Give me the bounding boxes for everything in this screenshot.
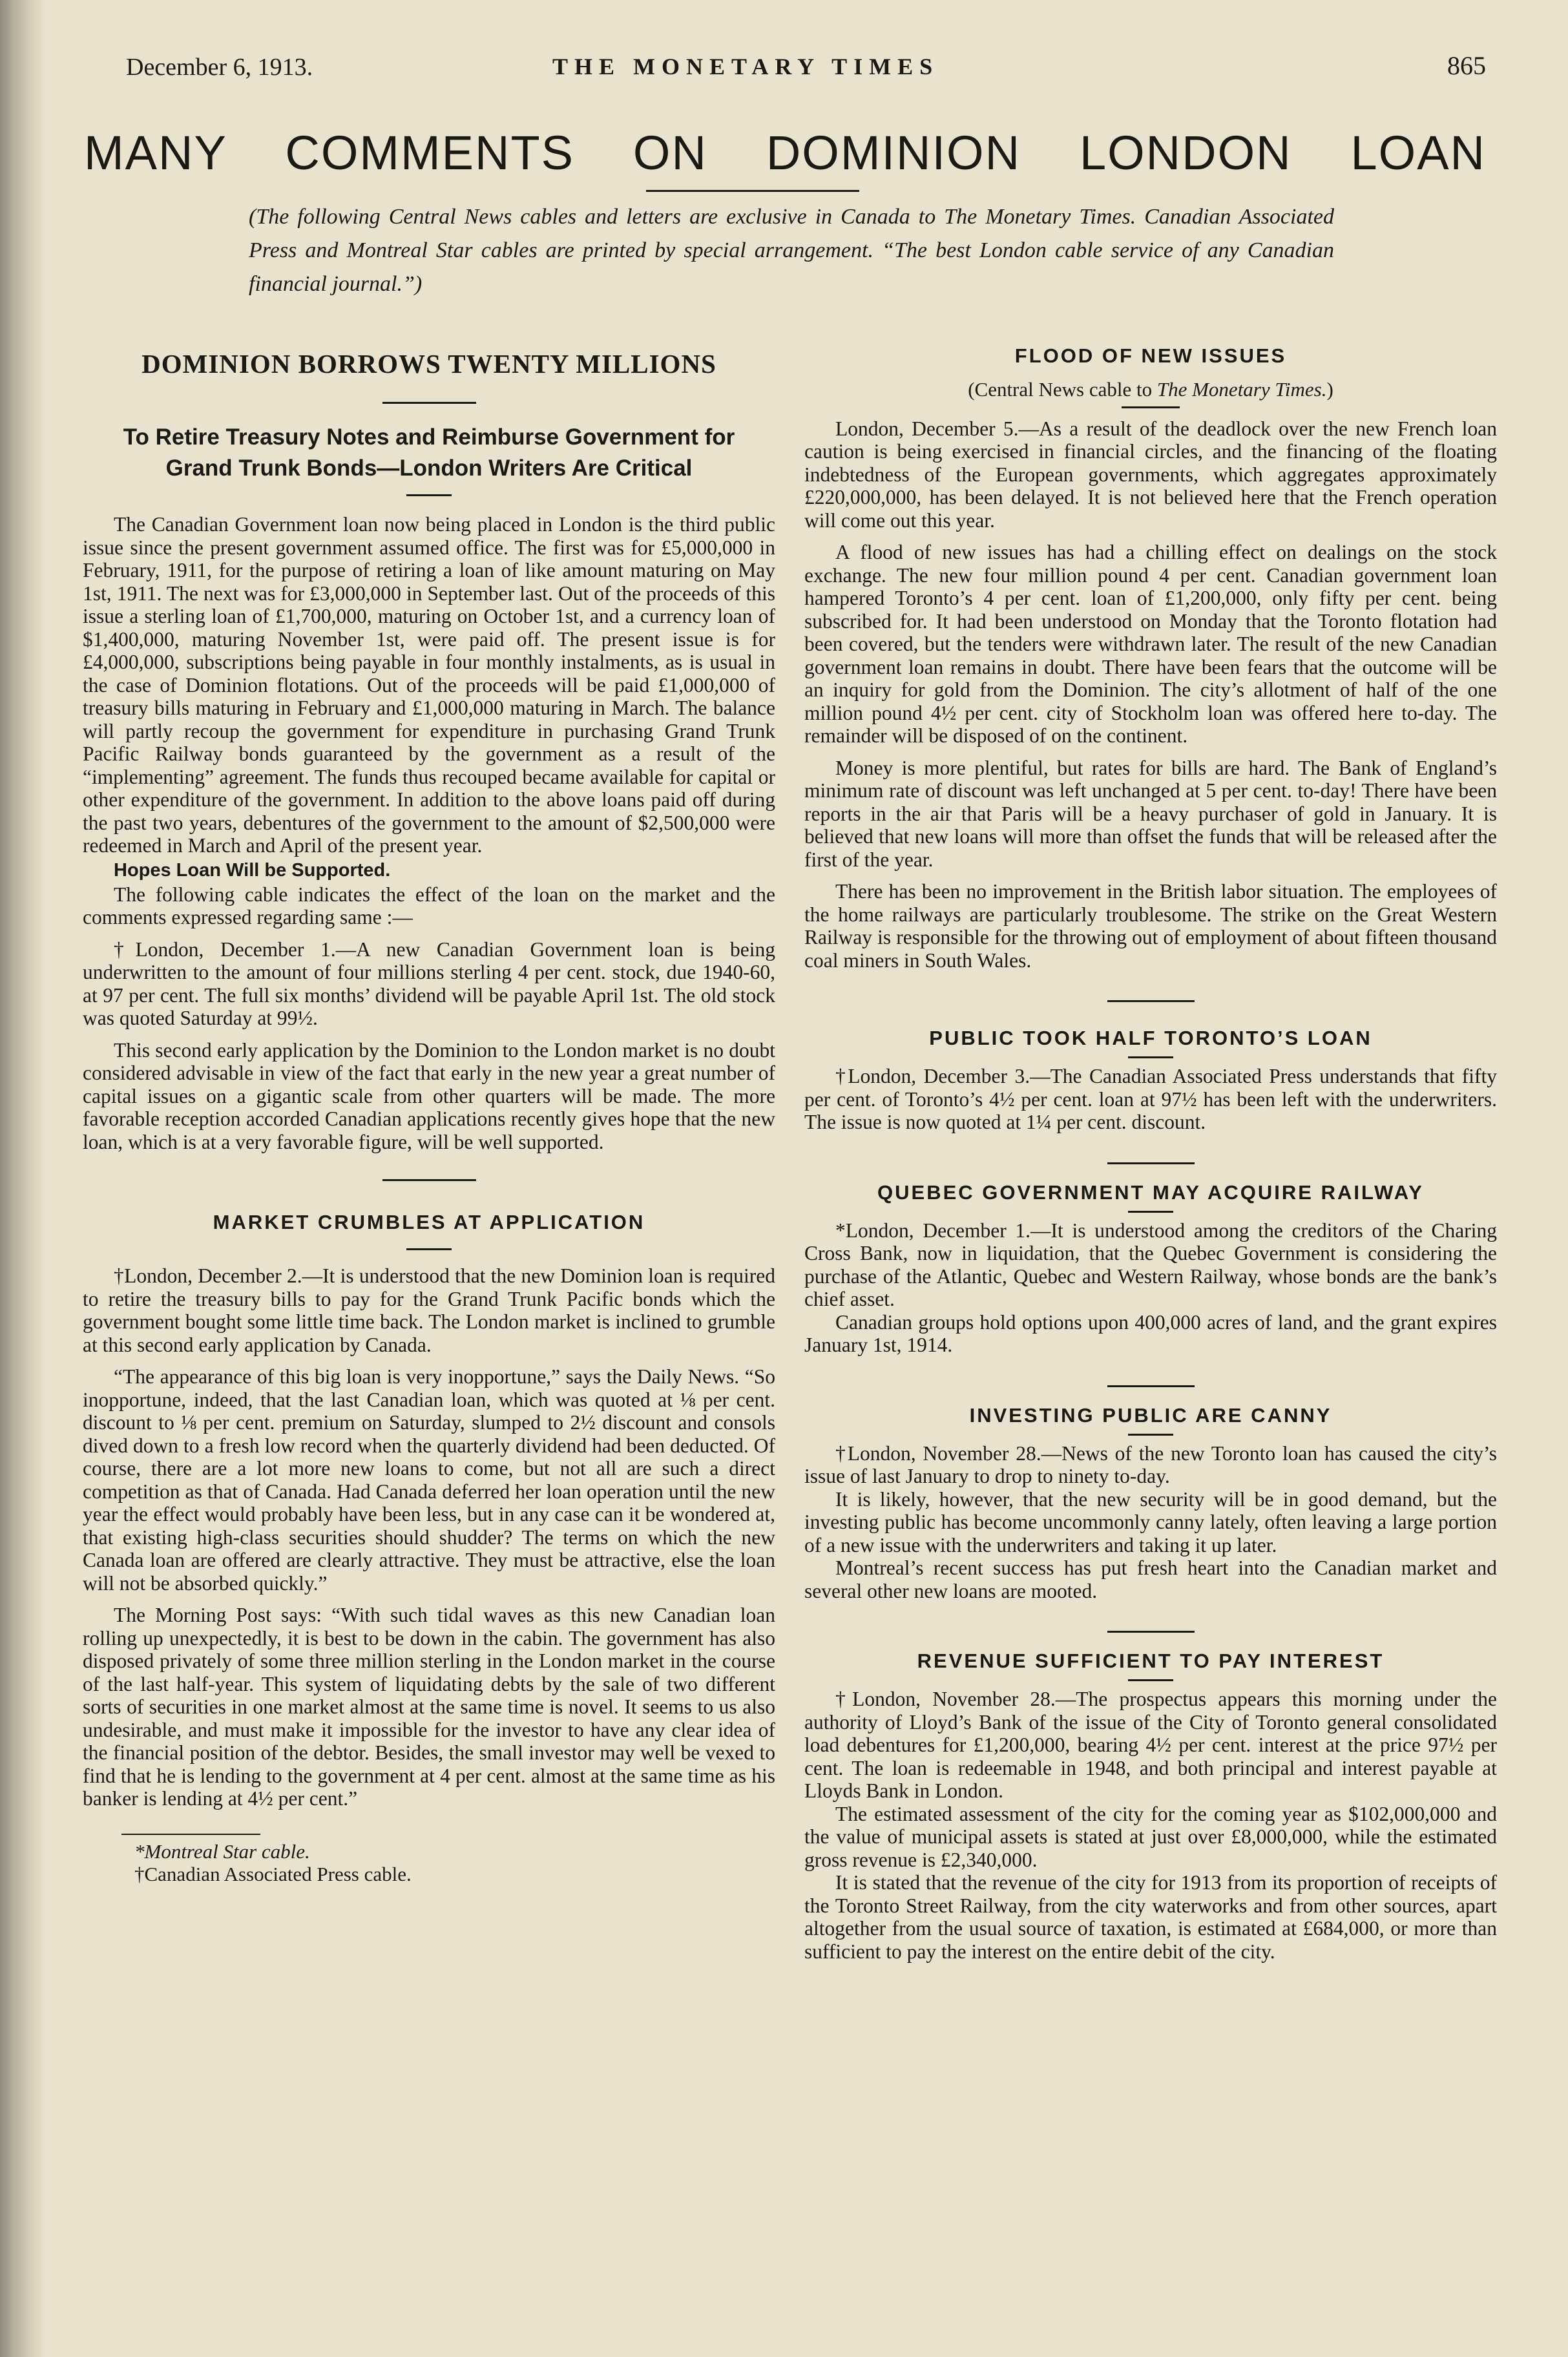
running-head: [126, 53, 1486, 92]
intro-divider: [646, 190, 859, 192]
publication-name: THE MONETARY TIMES: [552, 54, 939, 79]
section-heading-divider: [1122, 406, 1180, 408]
footnote-montreal-star: *Montreal Star cable.: [134, 1839, 310, 1863]
section-heading: INVESTING PUBLIC ARE CANNY: [969, 1403, 1332, 1427]
section-heading-divider: [1128, 1211, 1173, 1213]
section-heading: REVENUE SUFFICIENT TO PAY INTEREST: [917, 1650, 1385, 1672]
paragraph: “The appearance of this big loan is very inopportune,” says the Daily News. “So inopportune, indeed, that the last Canadian loan, which was quoted at ⅛ per cent. discount to ⅛ per cent. premium on Saturday, slumped to 2½ discount and consols dived down to a fresh low record when the quarterly dividend had been deducted. Of course, there are a lot more new loans to come, but not all are such a direct competition as that of Canada. Had Canada deferred her loan operation until the new year the effect would probably have been less, but in any case can it be wondered at, that existing high-class securities should shudder? The terms on which the new Canada loan are offered are clearly attractive. They must be attractive, else the loan will not be absorbed quickly.”: [83, 1365, 775, 1595]
paragraph: Montreal’s recent success has put fresh heart into the Canadian market and several other new loans are mooted.: [804, 1556, 1497, 1602]
paragraph: The following cable indicates the effect of the loan on the market and the comments expressed regarding same :—: [83, 883, 775, 928]
section-divider: [382, 1179, 476, 1181]
side-heading: Hopes Loan Will be Supported.: [114, 859, 391, 881]
paragraph: There has been no improvement in the British labor situation. The employees of the home railways are particularly troublesome. The strike on the Great Western Railway is responsible for the throwing out of employment of about fifteen thousand coal miners in South Wales.: [804, 880, 1497, 972]
section-heading: QUEBEC GOVERNMENT MAY ACQUIRE RAILWAY: [877, 1180, 1424, 1204]
paragraph: †London, December 1.—A new Canadian Government loan is being underwritten to the amount of four millions sterling 4 per cent. stock, due 1940-60, at 97 per cent. The full six months’ dividend will be payable April 1st. The old stock was quoted Saturday at 99½.: [83, 938, 775, 1029]
section-heading: MARKET CRUMBLES AT APPLICATION: [213, 1211, 645, 1233]
source-prefix: (Central News cable to: [968, 378, 1157, 401]
source-title: The Monetary Times.: [1156, 378, 1327, 401]
paragraph: †London, December 2.—It is understood that the new Dominion loan is required to retire the treasury bills to pay for the Grand Trunk Pacific bonds which the government bought some little time back. The London market is inclined to grumble at this second early application by Canada.: [83, 1264, 775, 1356]
section-heading-divider: [1128, 1679, 1173, 1681]
paragraph: Canadian groups hold options upon 400,000 acres of land, and the grant expires January 1st, 1914.: [804, 1310, 1497, 1356]
section-divider: [1107, 1162, 1195, 1164]
source-suffix: ): [1326, 378, 1333, 401]
heading-divider: [382, 402, 476, 404]
footnote-canadian-press: †Canadian Associated Press cable.: [134, 1863, 412, 1885]
intro-note: (The following Central News cables and letters are exclusive in Canada to The Monetary Times. Canadian Associated Press and Montreal Star cables are printed by special arrangement. “The best London cable service of any Canadian financial journal.”): [249, 205, 1334, 296]
section-divider: [1107, 1385, 1195, 1387]
paragraph: The estimated assessment of the city for the coming year as $102,000,000 and the value of municipal assets is stated at just over £8,000,000, while the estimated gross revenue is £2,340,000.: [804, 1802, 1497, 1871]
section-heading-divider: [1128, 1434, 1173, 1436]
paragraph: Money is more plentiful, but rates for bills are hard. The Bank of England’s minimum rate of discount was left unchanged at 5 per cent. to-day! There have been reports in the air that Paris will be a heavy purchaser of gold in January. It is believed that new loans will more than offset the funds that will be released after the first of the year.: [804, 756, 1497, 871]
right-column: [804, 339, 1497, 1963]
footnote-divider: [121, 1834, 260, 1835]
paragraph: This second early application by the Dominion to the London market is no doubt considered advisable in view of the fact that early in the new year a great number of capital issues on a gigantic scale from other quarters will be made. The more favorable reception accorded Canadian applications recently gives hope that the new loan, which is at a very favorable figure, will be well supported.: [83, 1038, 775, 1153]
cable-source: [804, 378, 1497, 401]
paragraph: It is likely, however, that the new security will be in good demand, but the investing public has become uncommonly canny lately, often leaving a large portion of a new issue with the underwriters and taking it up later.: [804, 1487, 1497, 1556]
article-subheading: [83, 422, 775, 484]
issue-date: December 6, 1913.: [126, 54, 313, 81]
left-column: [83, 339, 775, 1886]
paragraph: †London, November 28.—News of the new Toronto loan has caused the city’s issue of last January to drop to ninety to-day.: [804, 1441, 1497, 1487]
section-heading-divider: [1128, 1056, 1173, 1058]
section-heading-divider: [406, 1248, 452, 1250]
page-headline: MANY COMMENTS ON DOMINION LONDON LOAN: [84, 126, 1486, 180]
paragraph: The Morning Post says: “With such tidal waves as this new Canadian loan rolling up unexpectedly, it is best to be down in the cabin. The government has also disposed privately of some three million sterling in the London market in the course of the last half-year. This system of liquidating debts by the sale of two different sorts of securities in one market almost at the same time is novel. It seems to us also undesirable, and must make it impossible for the investor to have any clear idea of the financial position of the debtor. Besides, the small investor may well be vexed to find that he is lending to the government at 4 per cent. almost at the same time as his banker is lending at 4½ per cent.”: [83, 1604, 775, 1810]
section-divider: [1107, 1000, 1195, 1002]
section-heading: PUBLIC TOOK HALF TORONTO’S LOAN: [929, 1027, 1372, 1049]
paragraph: London, December 5.—As a result of the deadlock over the new French loan caution is being exercised in financial circles, and the financing of the floating indebtedness of the European governments, which aggregates approximately £220,000,000, has been delayed. It is not believed here that the French operation will come out this year.: [804, 417, 1497, 532]
subheading-divider: [406, 494, 452, 496]
footnotes: [83, 1834, 775, 1886]
paragraph: *London, December 1.—It is understood among the creditors of the Charing Cross Bank, now in liquidation, that the Quebec Government is considering the purchase of the Atlantic, Quebec and Western Railway, whose bonds are the bank’s chief asset.: [804, 1219, 1497, 1310]
paragraph: It is stated that the revenue of the city for 1913 from its proportion of receipts of the Toronto Street Railway, from the city waterworks and from other sources, apart altogether from the usual source of taxation, is estimated at £684,000, or more than sufficient to pay the interest on the entire debit of the city.: [804, 1871, 1497, 1963]
section-divider: [1107, 1631, 1195, 1633]
paragraph: A flood of new issues has had a chilling effect on dealings on the stock exchange. The new four million pound 4 per cent. Canadian government loan hampered Toronto’s 4 per cent. loan of £1,200,000, only fifty per cent. being subscribed for. It had been understood on Monday that the Toronto flotation had been covered, but the tenders were withdrawn later. The result of the new Canadian government loan remains in doubt. There have been fears that the outcome will be an inquiry for gold from the Dominion. The city’s allotment of half of the one million pound 4½ per cent. city of Stockholm loan was offered here to-day. The remainder will be disposed of on the continent.: [804, 541, 1497, 747]
paragraph: The Canadian Government loan now being placed in London is the third public issue since the present government assumed office. The first was for £5,000,000 in February, 1911, for the purpose of retiring a loan of like amount maturing on May 1st, 1911. The next was for £3,000,000 in September last. Out of the proceeds of this issue a sterling loan of £1,700,000, maturing on October 1st, and a currency loan of $1,400,000, maturing November 1st, were paid off. The present issue is for £4,000,000, subscriptions being payable in four monthly instalments, as is usual in the case of Dominion flotations. Out of the proceeds will be paid £1,000,000 of treasury bills maturing in February and £1,000,000 maturing in March. The balance will partly recoup the government for expenditure in purchasing Grand Trunk Pacific Railway bonds guaranteed by the government as a result of the “implementing” agreement. The funds thus recouped became available for capital or other expenditure of the government. In addition to the above loans paid off during the past two years, debentures of the government to the amount of $2,500,000 were redeemed in March and April of the present year.: [83, 513, 775, 857]
article-heading: DOMINION BORROWS TWENTY MILLIONS: [141, 349, 716, 379]
subheading-line-2: Grand Trunk Bonds—London Writers Are Critical: [165, 456, 693, 481]
section-heading: FLOOD OF NEW ISSUES: [1014, 344, 1287, 367]
paragraph: †London, November 28.—The prospectus appears this morning under the authority of Lloyd’s Bank of the issue of the City of Toronto general consolidated load debentures for £1,200,000, bearing 4½ per cent. interest at the price 97½ per cent. The loan is redeemable in 1948, and both principal and interest payable at Lloyds Bank in London.: [804, 1688, 1497, 1802]
paragraph: †London, December 3.—The Canadian Associated Press understands that fifty per cent. of Toronto’s 4½ per cent. loan at 97½ has been left with the underwriters. The issue is now quoted at 1¼ per cent. discount.: [804, 1065, 1497, 1133]
page-number: 865: [1447, 51, 1486, 80]
subheading-line-1: To Retire Treasury Notes and Reimburse Government for: [123, 424, 735, 450]
